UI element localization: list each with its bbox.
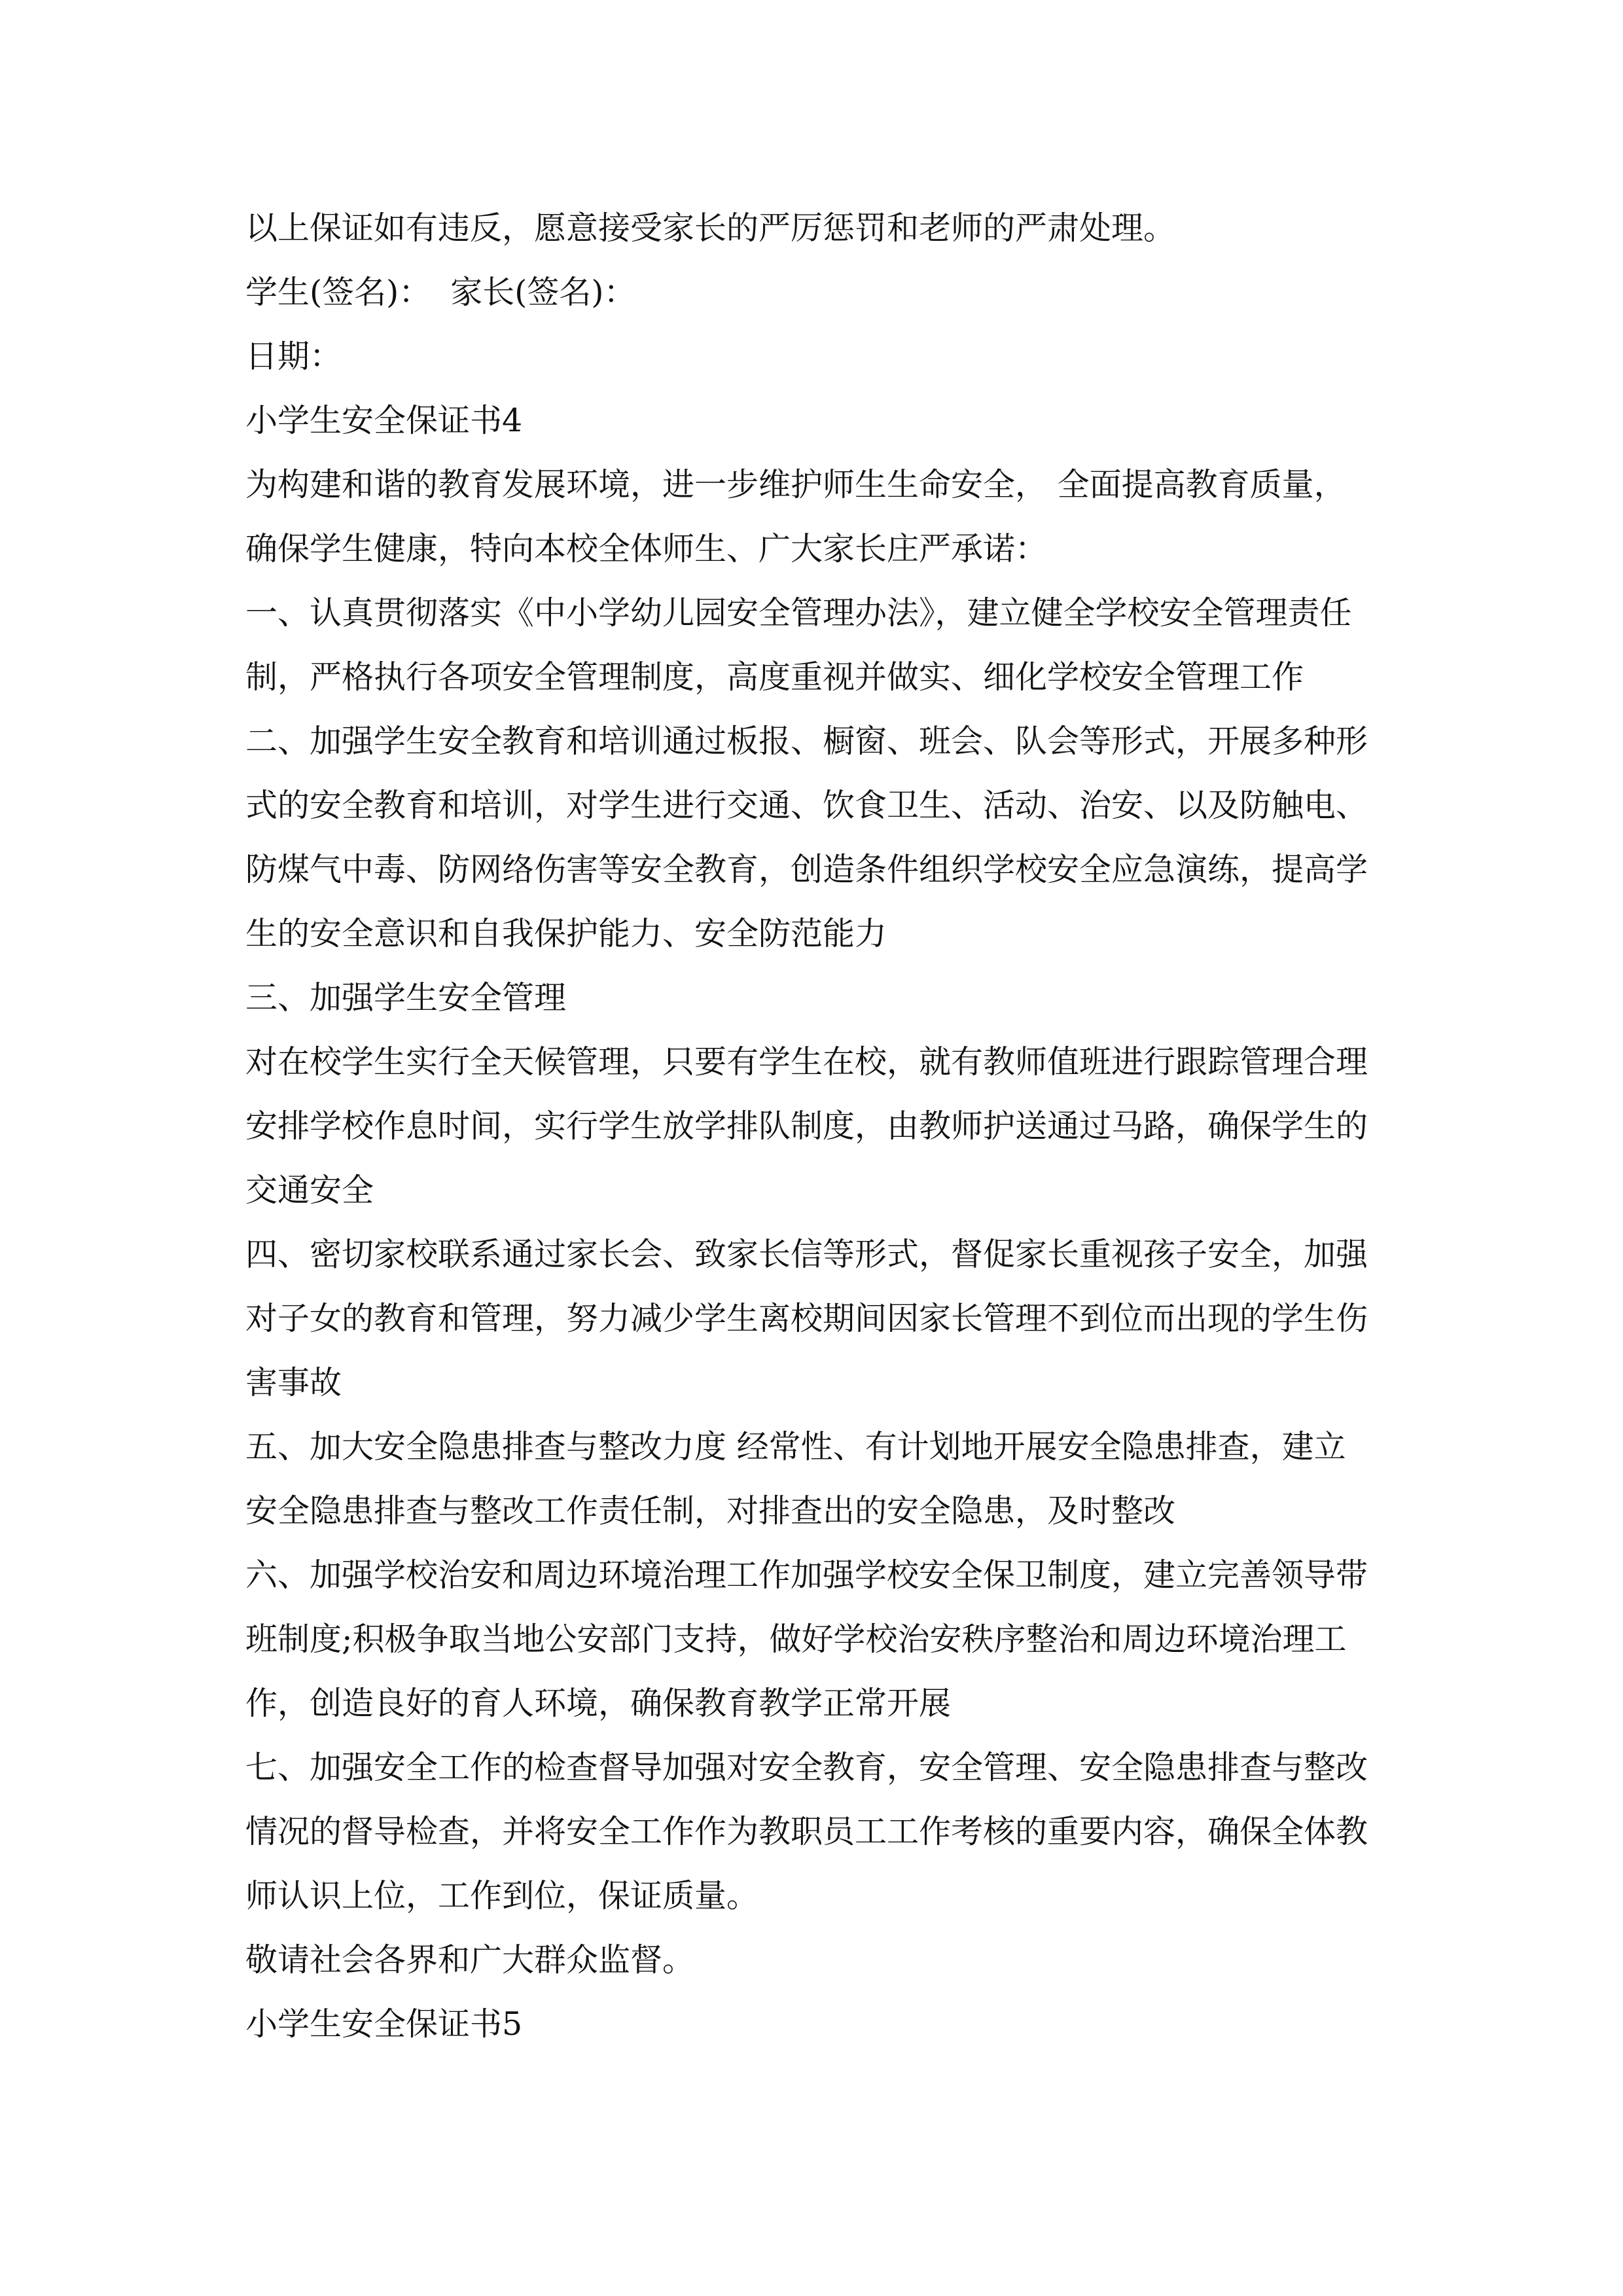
text-line: 防煤气中毒、防网络伤害等安全教育，创造条件组织学校安全应急演练，提高学: [245, 851, 1368, 888]
section-title-4: 小学生安全保证书4: [245, 402, 523, 439]
closing-request: 敬请社会各界和广大群众监督。: [245, 1941, 695, 1979]
text-line: 六、加强学校治安和周边环境治理工作加强学校安全保卫制度，建立完善领导带: [245, 1556, 1368, 1594]
document-body: [245, 196, 1397, 2056]
text-line: 害事故: [245, 1364, 342, 1401]
text-line: 交通安全: [245, 1172, 374, 1209]
text-line: 对在校学生实行全天候管理，只要有学生在校，就有教师值班进行跟踪管理合理: [245, 1043, 1368, 1081]
date-label: 日期：: [245, 338, 342, 375]
text-line: 三、加强学生安全管理: [245, 979, 567, 1016]
text-line: 对子女的教育和管理，努力减少学生离校期间因家长管理不到位而出现的学生伤: [245, 1300, 1368, 1337]
text-line: 安全隐患排查与整改工作责任制，对排查出的安全隐患，及时整改: [245, 1492, 1176, 1530]
text-line: 确保学生健康，特向本校全体师生、广大家长庄严承诺：: [245, 530, 1048, 567]
text-line: 为构建和谐的教育发展环境，进一步维护师生生命安全， 全面提高教育质量，: [245, 466, 1346, 503]
text-line: 安排学校作息时间，实行学生放学排队制度，由教师护送通过马路，确保学生的: [245, 1107, 1368, 1145]
student-signature-label: 学生(签名)：: [245, 274, 431, 311]
text-line: 五、加大安全隐患排查与整改力度 经常性、有计划地开展安全隐患排查，建立: [245, 1428, 1346, 1465]
text-line: 师认识上位，工作到位，保证质量。: [245, 1877, 759, 1914]
text-line: 式的安全教育和培训，对学生进行交通、饮食卫生、活动、治安、以及防触电、: [245, 787, 1368, 824]
text-line: 二、加强学生安全教育和培训通过板报、橱窗、班会、队会等形式，开展多种形: [245, 723, 1368, 760]
text-line: 制，严格执行各项安全管理制度，高度重视并做实、细化学校安全管理工作: [245, 658, 1304, 696]
parent-signature-label: 家长(签名)：: [450, 274, 636, 311]
text-line: 七、加强安全工作的检查督导加强对安全教育，安全管理、安全隐患排查与整改: [245, 1749, 1368, 1786]
signature-line: [245, 260, 1397, 325]
section-title-5: 小学生安全保证书5: [245, 2005, 523, 2043]
text-line: 情况的督导检查，并将安全工作作为教职员工工作考核的重要内容，确保全体教: [245, 1813, 1368, 1850]
text-line: 班制度;积极争取当地公安部门支持，做好学校治安秩序整治和周边环境治理工: [245, 1621, 1347, 1658]
text-line: 一、认真贯彻落实《中小学幼儿园安全管理办法》，建立健全学校安全管理责任: [245, 594, 1352, 632]
text-line: 四、密切家校联系通过家长会、致家长信等形式，督促家长重视孩子安全，加强: [245, 1236, 1368, 1273]
text-line: 作，创造良好的育人环境，确保教育教学正常开展: [245, 1685, 952, 1722]
closing-statement: 以上保证如有违反，愿意接受家长的严厉惩罚和老师的严肃处理。: [245, 209, 1176, 247]
text-line: 生的安全意识和自我保护能力、安全防范能力: [245, 915, 887, 952]
